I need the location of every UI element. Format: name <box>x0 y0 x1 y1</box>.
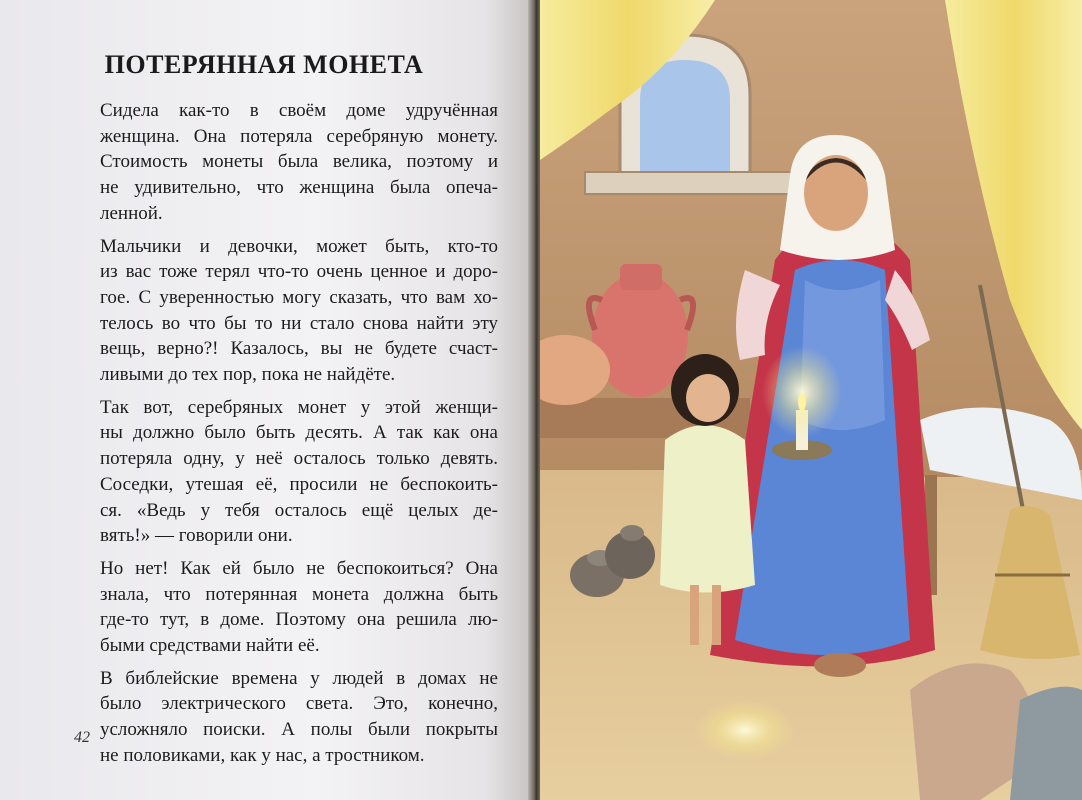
story-title: ПОТЕРЯННАЯ МОНЕТА <box>104 50 424 79</box>
page-number: 42 <box>74 729 90 746</box>
text-line: ся. «Ведь у тебя осталось ещё целых де- <box>100 499 498 521</box>
text-line: быми средствами найти её. <box>100 635 320 657</box>
story-paragraph <box>74 666 498 769</box>
text-line: где-то тут, в доме. Поэтому она решила лю- <box>100 609 498 631</box>
text-line: потеряла одну, у неё осталось только девять. <box>100 448 498 470</box>
text-line: вять!» — говорили они. <box>100 525 293 547</box>
text-line: телось во что бы то ни стало снова найти эту <box>100 312 498 334</box>
story-paragraph <box>74 556 498 659</box>
story-paragraph <box>74 395 498 549</box>
text-line: Мальчики и девочки, может быть, кто-то <box>100 235 498 257</box>
text-line: усложняло поиски. А полы были покрыты <box>100 719 498 741</box>
text-line: ленной. <box>100 202 163 224</box>
text-line: не удивительно, что женщина была опеча- <box>100 177 498 199</box>
coin-glow <box>695 700 795 760</box>
story-paragraph <box>74 234 498 388</box>
woman-and-child-illustration <box>540 0 1082 800</box>
text-line: В библейские времена у людей в домах не <box>100 667 498 689</box>
text-line: Так вот, серебряных монет у этой женщи- <box>100 396 498 418</box>
story-paragraph <box>74 98 498 227</box>
text-line: Соседки, утешая её, просили не беспокоить- <box>100 473 498 495</box>
text-line: было электрического света. Это, конечно, <box>100 693 498 715</box>
text-line: вещь, верно?! Казалось, вы не будете счаст- <box>100 338 498 360</box>
text-line: Но нет! Как ей было не беспокоиться? Она <box>100 557 498 579</box>
text-line: Сидела как-то в своём доме удручённая <box>100 100 498 121</box>
text-line: не половиками, как у нас, а тростником. <box>100 744 425 766</box>
text-page <box>0 0 528 800</box>
text-line: ливыми до тех пор, пока не найдёте. <box>100 364 396 386</box>
text-line: гое. С уверенностью могу сказать, что вам хо- <box>100 286 498 308</box>
text-line: женщина. Она потеряла серебряную монету. <box>100 125 498 147</box>
text-line: ны должно было быть десять. А так как она <box>100 422 498 444</box>
story-text <box>74 98 498 776</box>
illustration-page <box>540 0 1082 800</box>
text-line: знала, что потерянная монета должна быть <box>100 583 498 605</box>
text-line: Стоимость монеты была велика, поэтому и <box>100 151 498 173</box>
text-line: из вас тоже терял что-то очень ценное и доро- <box>100 261 498 283</box>
